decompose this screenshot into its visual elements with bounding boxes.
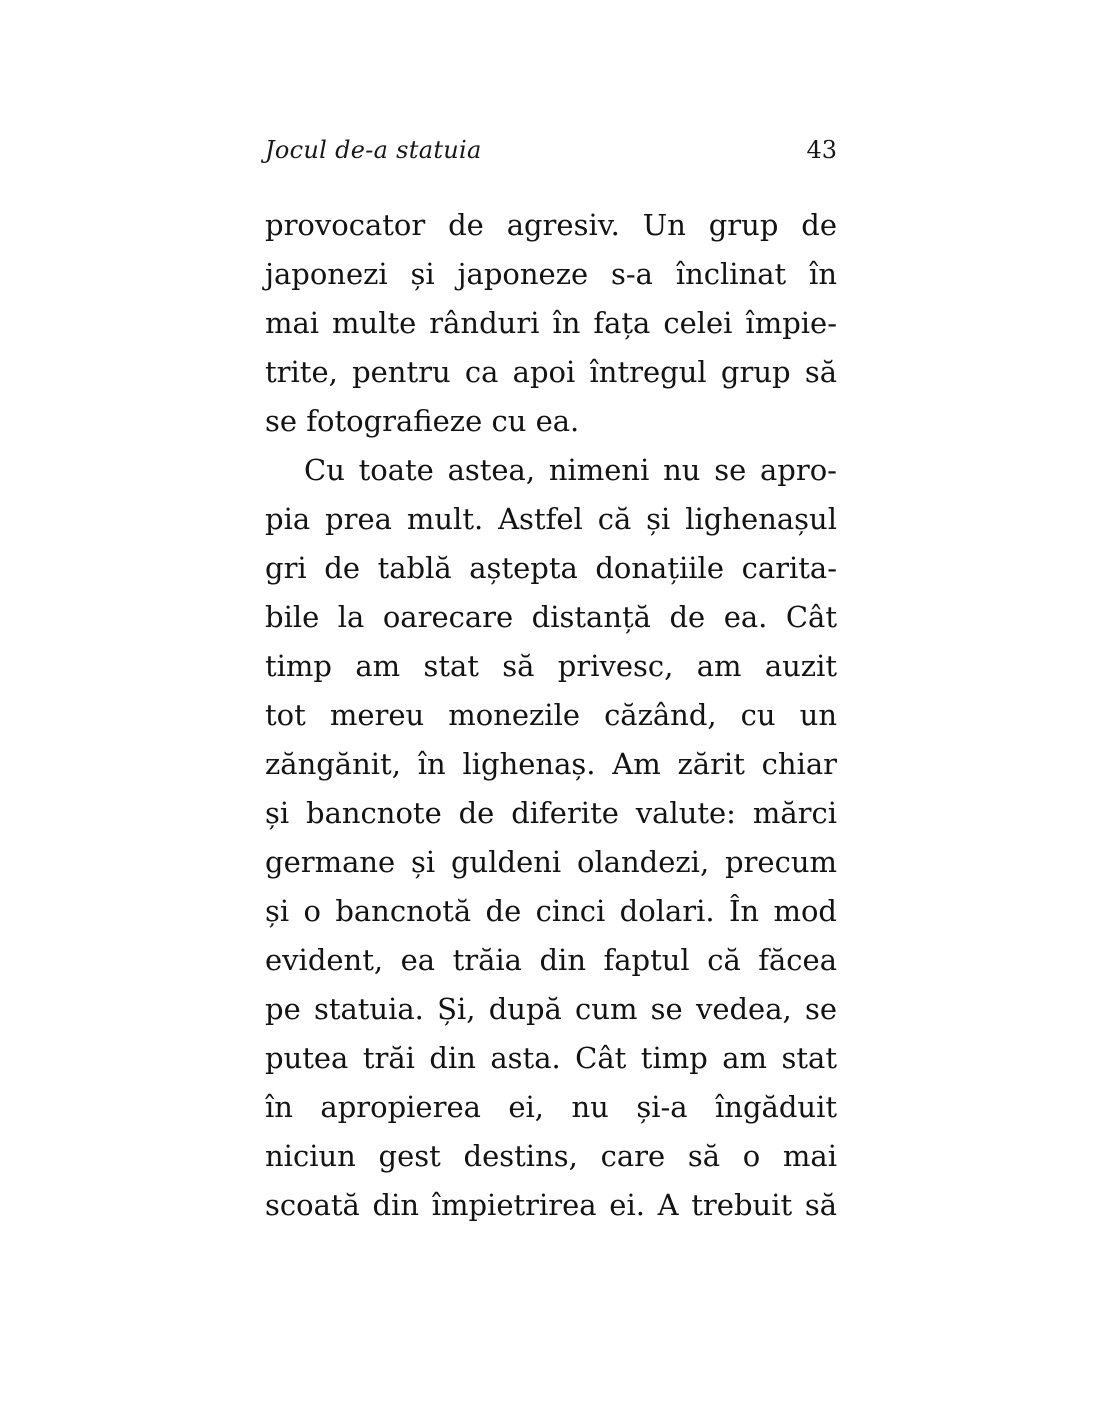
text-line: evident, ea trăia din faptul că făcea bbox=[265, 943, 837, 977]
text-line: și bancnote de diferite valute: mărci bbox=[265, 796, 837, 830]
text-line: zăngănit, în lighenaș. Am zărit chiar bbox=[265, 747, 837, 781]
running-header bbox=[265, 136, 837, 164]
text-line: japonezi și japoneze s-a înclinat în bbox=[265, 257, 837, 291]
text-line: tot mereu monezile căzând, cu un bbox=[265, 698, 837, 732]
text-line: se fotografieze cu ea. bbox=[265, 404, 580, 438]
text-line: niciun gest destins, care să o mai bbox=[265, 1139, 837, 1173]
text-line: putea trăi din asta. Cât timp am stat bbox=[265, 1041, 837, 1075]
page-body bbox=[265, 201, 837, 1230]
text-line: mai multe rânduri în fața celei împie- bbox=[265, 306, 837, 340]
text-line: și o bancnotă de cinci dolari. În mod bbox=[265, 894, 837, 928]
text-line: în apropierea ei, nu și-a îngăduit bbox=[265, 1090, 837, 1124]
text-line: trite, pentru ca apoi întregul grup să bbox=[265, 355, 837, 389]
page-number: 43 bbox=[806, 136, 837, 164]
text-line: pia prea mult. Astfel că și lighenașul bbox=[265, 502, 837, 536]
text-line: bile la oarecare distanță de ea. Cât bbox=[265, 600, 837, 634]
text-line: scoată din împietrirea ei. A trebuit să bbox=[265, 1188, 837, 1222]
running-title: Jocul de-a statuia bbox=[265, 136, 482, 164]
text-line: provocator de agresiv. Un grup de bbox=[265, 208, 837, 242]
text-line: germane și guldeni olandezi, precum bbox=[265, 845, 837, 879]
text-line: timp am stat să privesc, am auzit bbox=[265, 649, 837, 683]
text-line: gri de tablă aștepta donațiile carita- bbox=[265, 551, 837, 585]
text-line: pe statuia. Și, după cum se vedea, se bbox=[265, 992, 837, 1026]
text-line: Cu toate astea, nimeni nu se apro- bbox=[304, 453, 837, 487]
